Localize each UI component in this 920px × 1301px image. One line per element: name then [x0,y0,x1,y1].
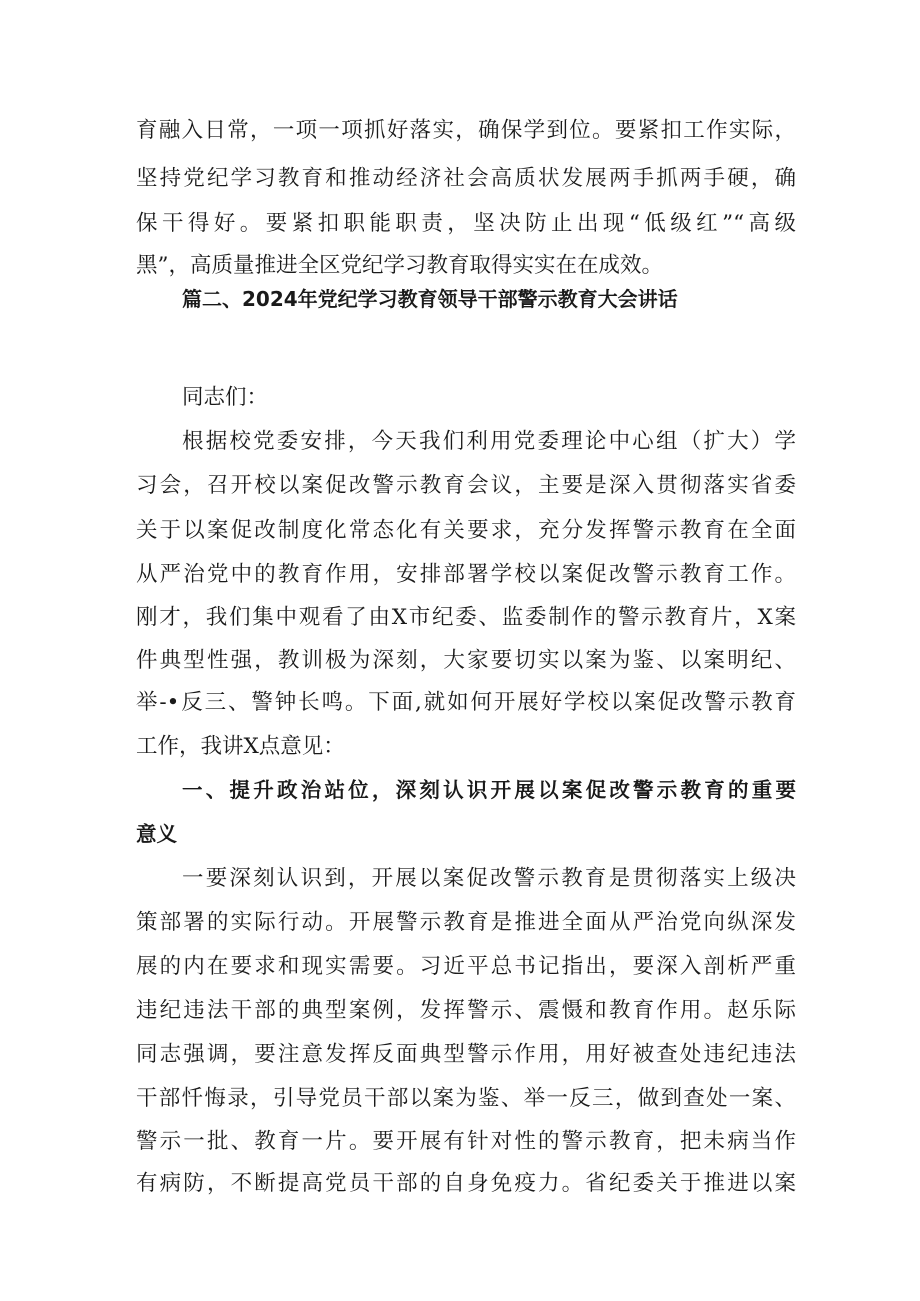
body-text-line: 警示一批、教育一片。要开展有针对性的警示教育，把未病当作 [136,1129,796,1154]
body-text-line: 干部忏悔录，引导党员干部以案为鉴、举一反三，做到查处一案、 [136,1086,796,1111]
body-text-line: 刚才，我们集中观看了由X市纪委、监委制作的警示教育片，X案 [136,605,796,630]
body-text-line: 举-•反三、警钟长鸣。下面,就如何开展好学校以案促改警示教育 [136,690,796,715]
body-text-line: 习会，召开校以案促改警示教育会议，主要是深入贯彻落实省委 [136,473,796,498]
body-text-line: 根据校党委安排，今天我们利用党委理论中心组（扩大）学 [182,429,796,454]
body-text-line: 违纪违法干部的典型案例，发挥警示、震慑和教育作用。赵乐际 [136,998,796,1023]
article-title: 篇二、2024年党纪学习教育领导干部警示教育大会讲话 [182,287,678,311]
greeting: 同志们： [182,385,269,410]
section-heading-line: 一、提升政治站位，深刻认识开展以案促改警示教育的重要 [182,778,796,802]
body-text-line: 有病防，不断提高党员干部的自身免疫力。省纪委关于推进以案 [136,1171,796,1196]
body-text-line: 工作，我讲X点意见： [136,734,345,759]
body-text-line: 同志强调，要注意发挥反面典型警示作用，用好被查处违纪违法 [136,1042,796,1067]
body-text-line: 从严治党中的教育作用，安排部署学校以案促改警示教育工作。 [136,562,796,587]
body-text-line: 展的内在要求和现实需要。习近平总书记指出，要深入剖析严重 [136,954,796,979]
body-text-line: 件典型性强，教训极为深刻，大家要切实以案为鉴、以案明纪、 [136,648,796,673]
section-heading-line: 意义 [136,822,177,846]
body-text-line: 育融入日常，一项一项抓好落实，确保学到位。要紧扣工作实际， [136,118,796,143]
body-text-line: 策部署的实际行动。开展警示教育是推进全面从严治党向纵深发 [136,910,796,935]
body-text-line: 关于以案促改制度化常态化有关要求，充分发挥警示教育在全面 [136,518,796,543]
body-text-line: 保干得好。要紧扣职能职责，坚决防止出现“低级红”“高级 [136,211,796,236]
body-text-line: 坚持党纪学习教育和推动经济社会高质状发展两手抓两手硬，确 [136,166,796,191]
body-text-line: 一要深刻认识到，开展以案促改警示教育是贯彻落实上级决 [182,866,796,891]
body-text-line: 黑”，高质量推进全区党纪学习教育取得实实在在成效。 [136,253,663,278]
